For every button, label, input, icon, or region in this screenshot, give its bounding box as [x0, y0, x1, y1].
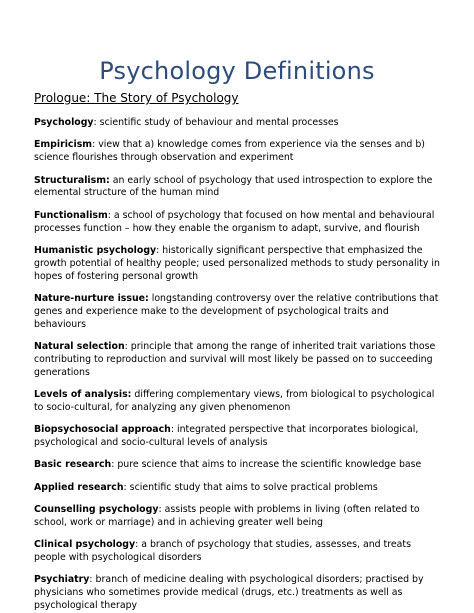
definition-text: : a branch of psychology that studies, assesses, and treats people with psychological disorders [34, 539, 411, 564]
definition-text: : a school of psychology that focused on how mental and behavioural processes function – how they enable the organism to adapt, survive, and flourish [34, 209, 435, 234]
definition-term: Clinical psychology [34, 539, 136, 551]
definition-text: : view that a) knowledge comes from experience via the senses and b) science flourishes through observation and experiment [34, 139, 425, 164]
definition-item [34, 117, 442, 130]
definition-item [34, 424, 442, 450]
definition-text: longstanding controversy over the relative contributions that genes and experience make to the development of psychological traits and behaviours [34, 292, 439, 330]
definition-term: Empiricism [34, 139, 93, 151]
definition-term: Biopsychosocial approach [34, 424, 171, 436]
definition-item [34, 293, 442, 331]
definition-text: : branch of medicine dealing with psychological disorders; practised by physicians who sometimes provide medical (drugs, etc.) treatments as well as psychological therapy [34, 574, 424, 612]
definition-text: an early school of psychology that used introspection to explore the elemental structure of the human mind [34, 174, 433, 199]
definition-term: Psychiatry [34, 574, 90, 586]
definition-text: : historically significant perspective that emphasized the growth potential of healthy people; used personalized methods to study personality in hopes of fostering personal growth [34, 244, 440, 282]
definition-item [34, 482, 442, 495]
definition-item [34, 210, 442, 236]
definition-text: : principle that among the range of inherited trait variations those contributing to reproduction and survival will most likely be passed on to succeeding generations [34, 340, 436, 378]
definition-text: : scientific study that aims to solve practical problems [123, 481, 378, 493]
definition-item [34, 459, 442, 472]
definition-term: Psychology [34, 117, 94, 128]
definition-item [34, 341, 442, 379]
definition-term: Functionalism [34, 209, 108, 221]
definition-term: Nature-nurture issue: [34, 292, 149, 304]
definition-text: : integrated perspective that incorporates biological, psychological and socio-cultural levels of analysis [34, 424, 419, 448]
definition-item [34, 539, 442, 565]
definition-item [34, 504, 442, 530]
definition-text: : scientific study of behaviour and mental processes [93, 117, 339, 128]
definition-text: differing complementary views, from biological to psychological to socio-cultural, for analyzing any given phenomenon [34, 388, 435, 413]
definition-term: Humanistic psychology [34, 244, 157, 256]
definition-term: Applied research [34, 481, 124, 493]
definition-item [34, 139, 442, 165]
definition-item [34, 245, 442, 283]
definition-term: Natural selection [34, 340, 125, 352]
document-title: Psychology Definitions [99, 57, 375, 85]
definition-term: Structuralism: [34, 174, 110, 186]
definition-text: : assists people with problems in living (often related to school, work or marriage) and in achieving greater well being [34, 504, 420, 528]
definitions-list [34, 117, 442, 613]
definition-item [34, 574, 442, 612]
definition-term: Levels of analysis: [34, 388, 132, 400]
definition-text: : pure science that aims to increase the scientific knowledge base [111, 459, 422, 471]
definition-item [34, 175, 442, 201]
section-heading: Prologue: The Story of Psychology [34, 91, 239, 105]
definition-term: Counselling psychology [34, 504, 159, 516]
definition-term: Basic research [34, 459, 112, 471]
definition-item [34, 389, 442, 415]
